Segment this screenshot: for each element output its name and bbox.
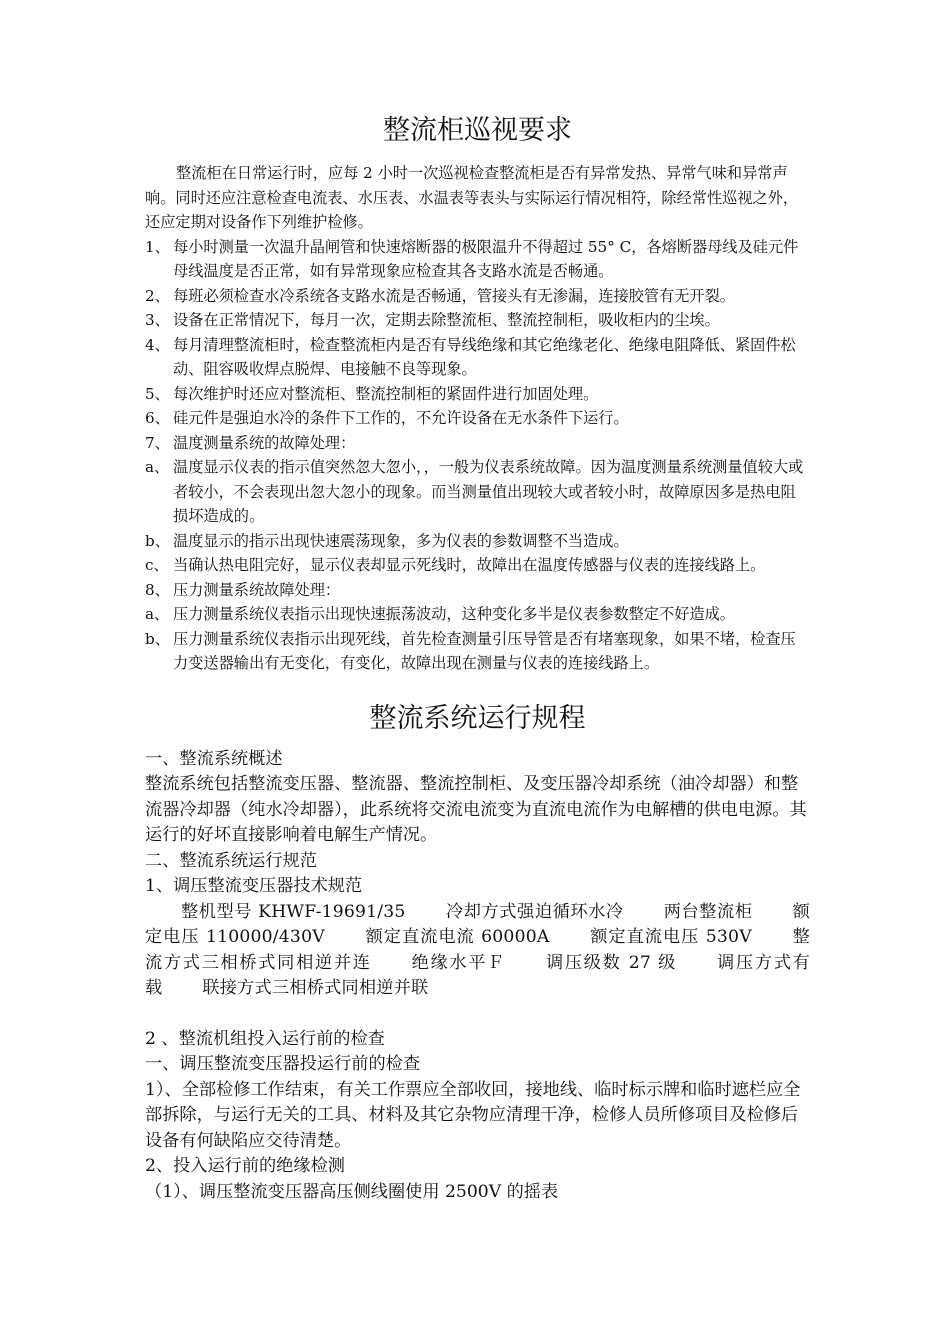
list-item-number: 3、 (145, 311, 170, 329)
list-item-number: 7、 (145, 433, 170, 452)
document-title-patrol: 整流柜巡视要求 (383, 115, 572, 146)
list-item-number: 2、 (145, 286, 170, 305)
list-item-text: 每班必须检查水冷系统各支路水流是否畅通，管接头有无渗漏，连接胶管有无开裂。 (173, 286, 735, 305)
list-item-text: 每月清理整流柜时，检查整流柜内是否有导线绝缘和其它绝缘老化、绝缘电阻降低、紧固件松动、阻容吸收焊点脱焊、电接触不良等现象。 (173, 335, 796, 378)
section-heading: 2 、整流机组投入运行前的检查 (145, 1028, 385, 1049)
spec-item: 额定直流电流 60000A (364, 927, 550, 947)
spec-item: 联接方式三相桥式同相逆并联 (202, 978, 429, 998)
list-item-number: c、 (145, 556, 169, 574)
list-item-number: 5、 (145, 384, 170, 403)
section-heading: 2、投入运行前的绝缘检测 (145, 1156, 345, 1176)
list-item-text: 每小时测量一次温升晶闸管和快速熔断器的极限温升不得超过 55° C，各熔断器母线及硅元件母线温度是否正常，如有异常现象应检查其各支路水流是否畅通。 (173, 237, 799, 280)
spec-item: 调压级数 27 级 (546, 952, 678, 973)
list-item-text: 设备在正常情况下，每月一次，定期去除整流柜、整流控制柜，吸收柜内的尘埃。 (173, 311, 720, 329)
list-item (145, 627, 810, 676)
list-item-number: b、 (145, 531, 170, 550)
list-item (145, 284, 810, 309)
list-item-text: 每次维护时还应对整流柜、整流控制柜的紧固件进行加固处理。 (173, 384, 599, 403)
list-item-text: 硅元件是强迫水冷的条件下工作的，不允许设备在无水条件下运行。 (173, 409, 629, 427)
list-item-number: a、 (145, 605, 170, 623)
list-item-text: 压力测量系统故障处理： (173, 580, 341, 599)
spec-item: 整机型号 KHWF-19691/35 (181, 901, 406, 922)
list-item-text: 当确认热电阻完好，显示仪表却显示死线时，故障出在温度传感器与仪表的连接线路上。 (173, 556, 766, 574)
list-item (145, 333, 810, 382)
list-item (145, 578, 810, 603)
list-item-number: 8、 (145, 580, 170, 599)
list-item-text: 温度显示仪表的指示值突然忽大忽小，，一般为仪表系统故障。因为温度测量系统测量值较大或者较小，不会表现出忽大忽小的现象。而当测量值出现较大或者较小时，故障原因多是热电阻损坏造成的。 (173, 458, 804, 525)
list-item-text: 温度测量系统的故障处理： (173, 433, 356, 452)
section-heading: 一、整流系统概述 (145, 748, 283, 769)
spec-item: 额定电压 110000/430V (145, 901, 810, 947)
list-item (145, 382, 810, 407)
patrol-section (145, 161, 810, 676)
spec-item: 两台整流柜 (663, 901, 753, 922)
document-page (145, 108, 810, 1205)
list-item-number: 4、 (145, 335, 170, 354)
list-item (145, 529, 810, 554)
list-item (145, 431, 810, 456)
document-title-operation: 整流系统运行规程 (369, 702, 586, 734)
overview-paragraph: 整流系统包括整流变压器、整流器、整流控制柜、及变压器冷却系统（油冷却器）和整流器冷却器（纯水冷却器），此系统将交流电流变为直流电流作为电解槽的供电电源。其运行的好坏直接影响着电解生产情况。 (145, 774, 807, 845)
section-heading: 1、调压整流变压器技术规范 (145, 876, 363, 896)
section-heading: 二、整流系统运行规范 (145, 850, 317, 871)
intro-paragraph: 整流柜在日常运行时，应每 2 小时一次巡视检查整流柜是否有异常发热、异常气味和异常声响。同时还应注意检查电流表、水压表、水温表等表头与实际运行情况相符，除经常性巡视之外，还应定期对设备作下列维护检修。 (145, 164, 799, 231)
list-item-number: 6、 (145, 409, 170, 427)
spec-item: 额定直流电压 530V (589, 927, 752, 947)
operation-section (145, 747, 810, 1206)
list-item (145, 235, 810, 284)
list-item (145, 308, 810, 333)
section-heading: 一、调压整流变压器投运行前的检查 (145, 1054, 421, 1074)
spec-item: 绝缘水平Ｆ (411, 952, 507, 973)
list-item-number: 1、 (145, 237, 170, 256)
spec-paragraph (145, 900, 810, 1002)
list-item (145, 553, 810, 578)
list-item-text: 温度显示的指示出现快速震荡现象，多为仪表的参数调整不当造成。 (173, 531, 629, 550)
list-item (145, 406, 810, 431)
list-item-text: 压力测量系统仪表指示出现死线，首先检查测量引压导管是否有堵塞现象，如果不堵，检查压力变送器输出有无变化，有变化，故障出现在测量与仪表的连接线路上。 (173, 629, 796, 672)
spec-item: 调压方式有载 (145, 952, 810, 998)
list-item (145, 455, 810, 529)
insulation-paragraph: （1）、调压整流变压器高压侧线圈使用 2500V 的摇表 (145, 1181, 559, 1202)
blank-line (145, 1002, 810, 1027)
spec-item: 冷却方式强迫循环水冷 (445, 901, 624, 922)
list-item-number: b、 (145, 629, 170, 648)
list-item-text: 压力测量系统仪表指示出现快速振荡波动，这种变化多半是仪表参数整定不好造成。 (173, 605, 735, 623)
check-paragraph: 1）、全部检修工作结束，有关工作票应全部收回，接地线、临时标示牌和临时遮栏应全部拆除，与运行无关的工具、材料及其它杂物应清理干净，检修人员所修项目及检修后设备有何缺陷应交待清楚。 (145, 1079, 801, 1151)
list-item-number: a、 (145, 458, 170, 476)
list-item (145, 602, 810, 627)
spec-item: 整流方式三相桥式同相逆并连 (145, 927, 810, 973)
patrol-item-list (145, 235, 810, 676)
